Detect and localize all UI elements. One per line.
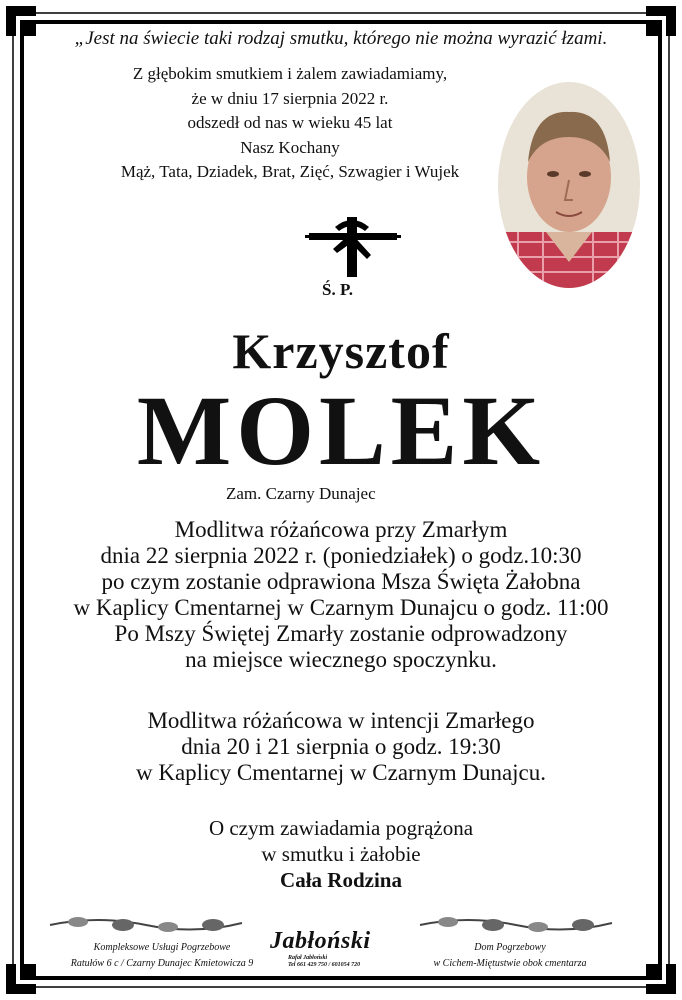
closing-text — [0, 815, 682, 893]
deceased-last-name: MOLEK — [136, 375, 546, 486]
footer-right-line: Dom Pogrzebowy — [474, 942, 546, 953]
opening-quote: „Jest na świecie taki rodzaj smutku, którego nie można wyrazić łzami. — [74, 28, 608, 49]
ceremony-line: Po Mszy Świętej Zmarły zostanie odprowadzony — [114, 621, 568, 646]
footer-right-line: w Cichem-Miętustwie obok cmentarza — [433, 958, 587, 969]
residence: Zam. Czarny Dunajec — [226, 484, 376, 503]
announcement-text — [90, 62, 490, 185]
brand-phone: Tel 661 429 750 / 601054 720 — [288, 962, 361, 968]
announcement-line: Nasz Kochany — [240, 137, 340, 157]
announcement-line: że w dniu 17 sierpnia 2022 r. — [191, 88, 389, 108]
footer-left-line: Kompleksowe Usługi Pogrzebowe — [93, 942, 231, 953]
funeral-home-info — [410, 940, 610, 972]
deceased-photo — [498, 82, 640, 288]
deceased-first-name: Krzysztof — [232, 323, 450, 379]
family-signature: Cała Rodzina — [280, 868, 402, 892]
closing-line: O czym zawiadamia pogrążona — [208, 816, 474, 840]
announcement-line: odszedł od nas w wieku 45 lat — [187, 113, 393, 132]
closing-line: w smutku i żałobie — [261, 842, 421, 866]
ceremony-line: na miejsce wiecznego spoczynku. — [185, 647, 497, 672]
cross-icon — [305, 215, 401, 277]
funeral-services-info — [62, 940, 262, 972]
ceremony-line: dnia 22 sierpnia 2022 r. (poniedziałek) o godz.10:30 — [100, 543, 582, 568]
funeral-home-logo — [270, 928, 410, 969]
ceremony-line: po czym zostanie odprawiona Msza Święta Żałobna — [101, 569, 581, 594]
sp-label: Ś. P. — [322, 280, 354, 299]
announcement-line: Z głębokim smutkiem i żalem zawiadamiamy, — [132, 64, 448, 83]
rosary-line: w Kaplicy Cmentarnej w Czarnym Dunajcu. — [135, 760, 547, 785]
footer-left-line: Ratułów 6 c / Czarny Dunajec Kmietowicza 9 — [70, 958, 254, 969]
funeral-ceremony-info — [0, 517, 682, 673]
brand-name: Jabłoński — [270, 928, 371, 954]
announcement-line: Mąż, Tata, Dziadek, Brat, Zięć, Szwagier i Wujek — [120, 162, 460, 181]
rosary-line: Modlitwa różańcowa w intencji Zmarłego — [147, 708, 535, 733]
flower-ornament-right — [418, 913, 614, 935]
ceremony-line: w Kaplicy Cmentarnej w Czarnym Dunajcu o godz. 11:00 — [73, 595, 609, 620]
rosary-line: dnia 20 i 21 sierpnia o godz. 19:30 — [181, 734, 501, 759]
ceremony-line: Modlitwa różańcowa przy Zmarłym — [174, 517, 508, 542]
flower-ornament-left — [48, 913, 244, 935]
rosary-prayer-info — [0, 708, 682, 786]
brand-owner: Rafał Jabłoński — [288, 955, 328, 961]
